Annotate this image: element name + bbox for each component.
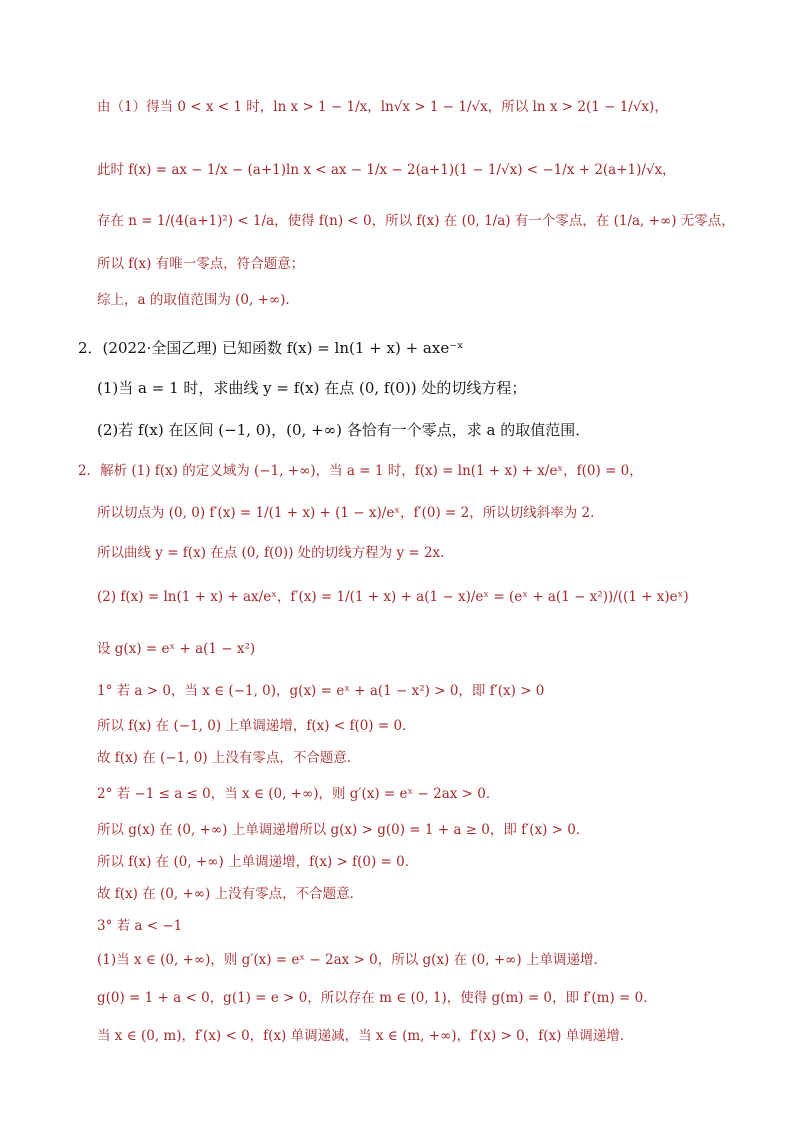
problem-2-part-1: (1)当 a = 1 时，求曲线 y = f(x) 在点 (0, f(0)) 处的切线方程；	[97, 379, 527, 397]
problem-2-title: 2．(2022·全国乙理) 已知函数 f(x) = ln(1 + x) + axe⁻ˣ	[78, 339, 464, 357]
solution-line-2: 此时 f(x) = ax − 1/x − (a+1)ln x < ax − 1/x − 2(a+1)(1 − 1/√x) < −1/x + 2(a+1)/√x，	[97, 162, 676, 178]
analysis-line-4: (2) f(x) = ln(1 + x) + ax/eˣ，f′(x) = 1/(1 + x) + a(1 − x)/eˣ = (eˣ + a(1 − x²))/((1 + x)eˣ)	[97, 589, 689, 605]
case-2-line-4: 故 f(x) 在 (0, +∞) 上没有零点，不合题意．	[97, 886, 364, 902]
case-3-line-4: 当 x ∈ (0, m)，f′(x) < 0，f(x) 单调递减，当 x ∈ (m, +∞)，f′(x) > 0，f(x) 单调递增．	[97, 1028, 634, 1044]
case-3-line-3: g(0) = 1 + a < 0，g(1) = e > 0，所以存在 m ∈ (0, 1)，使得 g(m) = 0，即 f′(m) = 0．	[97, 990, 657, 1006]
case-2-line-2: 所以 g(x) 在 (0, +∞) 上单调递增所以 g(x) > g(0) = 1 + a ≥ 0，即 f′(x) > 0．	[97, 822, 590, 838]
case-2: 2° 若 −1 ≤ a ≤ 0，当 x ∈ (0, +∞)，则 g′(x) = eˣ − 2ax > 0．	[97, 786, 500, 802]
case-1: 1° 若 a > 0，当 x ∈ (−1, 0)，g(x) = eˣ + a(1 − x²) > 0，即 f′(x) > 0	[97, 683, 545, 699]
case-2-line-3: 所以 f(x) 在 (0, +∞) 上单调递增，f(x) > f(0) = 0．	[97, 854, 419, 870]
solution-conclusion: 综上，a 的取值范围为 (0, +∞)．	[97, 292, 299, 308]
analysis-heading: 2．解析 (1) f(x) 的定义域为 (−1, +∞)，当 a = 1 时，f(x) = ln(1 + x) + x/eˣ，f(0) = 0，	[78, 463, 643, 479]
problem-2-part-2: (2)若 f(x) 在区间 (−1, 0)，(0, +∞) 各恰有一个零点，求 a 的取值范围．	[97, 421, 591, 439]
case-1-line-2: 所以 f(x) 在 (−1, 0) 上单调递增，f(x) < f(0) = 0．	[97, 718, 416, 734]
case-3-line-2: (1)当 x ∈ (0, +∞)，则 g′(x) = eˣ − 2ax > 0，所以 g(x) 在 (0, +∞) 上单调递增．	[97, 952, 607, 968]
case-1-line-3: 故 f(x) 在 (−1, 0) 上没有零点，不合题意．	[97, 750, 361, 766]
analysis-line-5: 设 g(x) = eˣ + a(1 − x²)	[97, 641, 256, 657]
analysis-line-3: 所以曲线 y = f(x) 在点 (0, f(0)) 处的切线方程为 y = 2x．	[97, 545, 454, 561]
solution-line-1: 由（1）得当 0 < x < 1 时，ln x > 1 − 1/x，ln√x > 1 − 1/√x，所以 ln x > 2(1 − 1/√x)，	[97, 99, 668, 115]
analysis-line-2: 所以切点为 (0, 0) f′(x) = 1/(1 + x) + (1 − x)/eˣ，f′(0) = 2，所以切线斜率为 2．	[97, 505, 604, 521]
solution-line-4: 所以 f(x) 有唯一零点，符合题意；	[97, 256, 305, 272]
solution-line-3: 存在 n = 1/(4(a+1)²) < 1/a，使得 f(n) < 0，所以 f(x) 在 (0, 1/a) 有一个零点，在 (1/a, +∞) 无零点，	[97, 213, 735, 229]
case-3: 3° 若 a < −1	[97, 918, 183, 934]
